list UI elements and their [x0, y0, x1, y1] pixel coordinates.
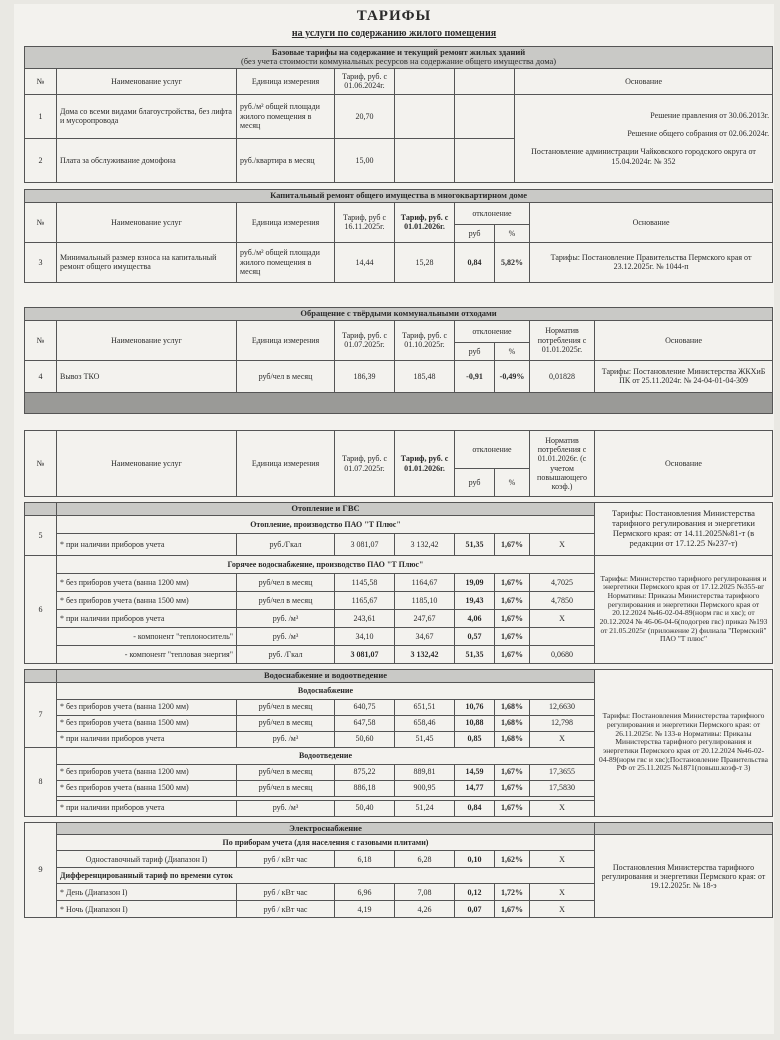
subsection-title: Отопление, производство ПАО "Т Плюс": [57, 515, 595, 533]
tariff-value-1: 4,19: [335, 901, 395, 918]
tariff-value-1: 3 081,07: [335, 645, 395, 663]
col-header-tariff-2: Тариф, руб. с 01.01.2026г.: [395, 202, 455, 242]
service-name: Вывоз ТКО: [57, 360, 237, 392]
tariff-value-2: 658,46: [395, 715, 455, 731]
col-header-name: Наименование услуг: [57, 202, 237, 242]
tariff-value-2: 247,67: [395, 609, 455, 627]
col-header-basis: Основание: [595, 431, 773, 497]
document-page: [14, 4, 774, 1034]
unit: руб./квартира в месяц: [237, 138, 335, 182]
unit: руб/чел в месяц: [237, 764, 335, 780]
unit: руб. /м³: [237, 731, 335, 747]
norm-value: 4,7025: [530, 573, 595, 591]
deviation-rub: 19,09: [455, 573, 495, 591]
row-number: 7: [25, 682, 57, 747]
deviation-pct: 1,67%: [495, 609, 530, 627]
col-header-pct: %: [495, 224, 530, 242]
col-header-no: №: [25, 68, 57, 94]
section-band: Обращение с твёрдыми коммунальными отходами: [25, 308, 773, 321]
tariff-value-2: 3 132,42: [395, 533, 455, 555]
unit: руб/чел в месяц: [237, 360, 335, 392]
col-header-tariff-1: Тариф, руб. с 01.07.2025г.: [335, 320, 395, 360]
deviation-pct: 5,82%: [495, 242, 530, 282]
unit: руб./м² общей площади жилого помещения в месяц: [237, 242, 335, 282]
deviation-pct: 1,67%: [495, 645, 530, 663]
service-name: Плата за обслуживание домофона: [57, 138, 237, 182]
service-name: - компонент "теплоноситель": [57, 627, 237, 645]
service-name: * без приборов учета (ванна 1200 мм): [57, 764, 237, 780]
deviation-pct: 1,67%: [495, 901, 530, 918]
subsection-title: Горячее водоснабжение, производство ПАО "Т Плюс": [57, 555, 595, 573]
unit: руб/чел в месяц: [237, 591, 335, 609]
deviation-rub: -0,91: [455, 360, 495, 392]
unit: руб/чел в месяц: [237, 715, 335, 731]
deviation-rub: 0,84: [455, 800, 495, 816]
section-band: Электроснабжение: [57, 822, 595, 835]
subsection-title: Дифференцированный тариф по времени суток: [57, 868, 595, 884]
deviation-rub: 14,59: [455, 764, 495, 780]
subsection-title: Водоснабжение: [57, 682, 595, 699]
unit: руб. /м³: [237, 800, 335, 816]
deviation-rub: 14,77: [455, 780, 495, 796]
deviation-pct: 1,67%: [495, 591, 530, 609]
tariff-value-2: 651,51: [395, 699, 455, 715]
tariff-value-2: 185,48: [395, 360, 455, 392]
col-header-basis: Основание: [515, 68, 773, 94]
tariff-value-1: 640,75: [335, 699, 395, 715]
col-header-pct: %: [495, 342, 530, 360]
deviation-rub: 0,84: [455, 242, 495, 282]
row-number: 9: [25, 822, 57, 918]
section-band: Базовые тарифы на содержание и текущий ремонт жилых зданий (без учета стоимости коммунальных ресурсов на содержание общего имущества дома): [25, 47, 773, 69]
deviation-pct: 1,67%: [495, 627, 530, 645]
row-number: 5: [25, 515, 57, 555]
tariff-value-1: 886,18: [335, 780, 395, 796]
col-header-norm: Норматив потребления с 01.01.2026г. (с учетом повышающего коэф.): [530, 431, 595, 497]
deviation-rub: 51,35: [455, 533, 495, 555]
service-name: Минимальный размер взноса на капитальный ремонт общего имущества: [57, 242, 237, 282]
norm-value: 12,6630: [530, 699, 595, 715]
col-header-tariff-1: Тариф, руб. с 01.07.2025г.: [335, 431, 395, 497]
row-number: 6: [25, 555, 57, 663]
tariff-value: 20,70: [335, 94, 395, 138]
section-divider: [25, 392, 773, 413]
col-header-basis: Основание: [530, 202, 773, 242]
tariff-value-1: 875,22: [335, 764, 395, 780]
unit: руб./м² общей площади жилого помещения в месяц: [237, 94, 335, 138]
tariff-value-1: 50,40: [335, 800, 395, 816]
tariff-value-2: 6,28: [395, 851, 455, 868]
tariff-value-2: 4,26: [395, 901, 455, 918]
tariff-value-1: 14,44: [335, 242, 395, 282]
norm-value: 0,01828: [530, 360, 595, 392]
tariff-value-1: 3 081,07: [335, 533, 395, 555]
col-header-tariff-2: Тариф, руб. с 01.01.2026г.: [395, 431, 455, 497]
waste-table: [24, 307, 773, 414]
unit: руб. /Гкал: [237, 645, 335, 663]
basis-cell: Тарифы: Постановление Правительства Пермского края от 23.12.2025г. № 1044-п: [530, 242, 773, 282]
basis-cell: Тарифы: Постановления Министерства тарифного регулирования и энергетики Пермского края: от 14.11.2025№81-т (в редакции от 17.12.25 №237-т): [595, 503, 773, 556]
row-number: 8: [25, 747, 57, 816]
unit: руб / кВт час: [237, 901, 335, 918]
deviation-pct: 1,67%: [495, 573, 530, 591]
tariff-value-2: 3 132,42: [395, 645, 455, 663]
col-header-no: №: [25, 431, 57, 497]
deviation-rub: 51,35: [455, 645, 495, 663]
col-header-unit: Единица измерения: [237, 202, 335, 242]
service-name: Одноставочный тариф (Диапазон I): [57, 851, 237, 868]
norm-value: 0,0680: [530, 645, 595, 663]
tariff-value-1: 186,39: [335, 360, 395, 392]
service-name: * при наличии приборов учета: [57, 609, 237, 627]
basis-cell: Тарифы: Постановление Министерства ЖКХиБ ПК от 25.11.2024г. № 24-04-01-04-309: [595, 360, 773, 392]
col-header-basis: Основание: [595, 320, 773, 360]
row-number: 3: [25, 242, 57, 282]
section-band: Капитальный ремонт общего имущества в многоквартирном доме: [25, 190, 773, 203]
deviation-rub: 0,07: [455, 901, 495, 918]
service-name: * без приборов учета (ванна 1200 мм): [57, 699, 237, 715]
col-header-tariff: Тариф, руб. с 01.06.2024г.: [335, 68, 395, 94]
col-header-rub: руб: [455, 469, 495, 497]
service-name: * без приборов учета (ванна 1500 мм): [57, 715, 237, 731]
deviation-rub: 10,88: [455, 715, 495, 731]
col-header-norm: Норматив потребления с 01.01.2025г.: [530, 320, 595, 360]
col-header-tariff-2: Тариф, руб. с 01.10.2025г.: [395, 320, 455, 360]
norm-value: [530, 627, 595, 645]
deviation-rub: 0,85: [455, 731, 495, 747]
col-header-unit: Единица измерения: [237, 320, 335, 360]
unit: руб / кВт час: [237, 884, 335, 901]
basis-cell: Тарифы: Постановления Министерства тарифного регулирования и энергетики Пермского края: от 26.11.2025г. № 133-в Нормативы: Приказы Министерства тарифного регулирования и энергетики Пермского края от 20.12.2024 №46-02-04-89(норм гвс и хвс);Постановление Правительства РФ от 25.11.2025 №1871(повыш.коэф-т 3): [595, 669, 773, 816]
tariff-value-1: 34,10: [335, 627, 395, 645]
tariff-value-2: 51,45: [395, 731, 455, 747]
subsection-title: По приборам учета (для населения с газовыми плитами): [57, 835, 595, 851]
tariff-value-2: 1164,67: [395, 573, 455, 591]
norm-value: X: [530, 884, 595, 901]
tariff-value-2: 51,24: [395, 800, 455, 816]
service-name: * при наличии приборов учета: [57, 731, 237, 747]
deviation-pct: 1,68%: [495, 731, 530, 747]
basic-tariffs-table: [24, 46, 773, 183]
col-header-no: №: [25, 320, 57, 360]
deviation-rub: 19,43: [455, 591, 495, 609]
section-band: Водоснабжение и водоотведение: [57, 669, 595, 682]
col-header-deviation: отклонение: [455, 431, 530, 469]
service-name: * Ночь (Диапазон I): [57, 901, 237, 918]
col-header-name: Наименование услуг: [57, 320, 237, 360]
deviation-pct: 1,68%: [495, 699, 530, 715]
tariff-value-1: 647,58: [335, 715, 395, 731]
deviation-rub: 0,12: [455, 884, 495, 901]
norm-value: 17,3655: [530, 764, 595, 780]
deviation-pct: 1,68%: [495, 715, 530, 731]
unit: руб/чел в месяц: [237, 573, 335, 591]
capital-repair-table: [24, 189, 773, 283]
page-title: ТАРИФЫ: [356, 8, 432, 24]
tariff-value-1: 6,18: [335, 851, 395, 868]
deviation-pct: 1,67%: [495, 800, 530, 816]
unit: руб./Гкал: [237, 533, 335, 555]
col-header-deviation: отклонение: [455, 202, 530, 224]
deviation-pct: 1,67%: [495, 533, 530, 555]
col-header-unit: Единица измерения: [237, 68, 335, 94]
subsection-title: Водоотведение: [57, 747, 595, 764]
unit: руб/чел в месяц: [237, 780, 335, 796]
unit: руб/чел в месяц: [237, 699, 335, 715]
service-name: * без приборов учета (ванна 1500 мм): [57, 780, 237, 796]
tariff-value-2: 15,28: [395, 242, 455, 282]
norm-value: X: [530, 901, 595, 918]
tariff-value-2: 900,95: [395, 780, 455, 796]
row-number: 4: [25, 360, 57, 392]
deviation-pct: -0,49%: [495, 360, 530, 392]
tariff-value-1: 243,61: [335, 609, 395, 627]
col-header-deviation: отклонение: [455, 320, 530, 342]
service-name: Дома со всеми видами благоустройства, без лифта и мусоропровода: [57, 94, 237, 138]
basis-cell: Постановления Министерства тарифного регулирования и энергетики Пермского края: от 19.12.2025г. № 18-э: [595, 835, 773, 918]
service-name: * без приборов учета (ванна 1200 мм): [57, 573, 237, 591]
basis-cell: Тарифы: Министерство тарифного регулирования и энергетики Пермского края от 17.12.2025 №355-вг Нормативы: Приказы Министерства тарифного регулирования и энергетики Пермского края от 20.12.2024 №46-02-04-89(норм гвс и хвс); от 20.12.2024 № 46-06-04-6(подогрев гвс) приказ №193 от 21.05.2025г (приложение 2) филиала "Пермский" ПАО "Т плюс": [595, 555, 773, 663]
service-name: * при наличии приборов учета: [57, 800, 237, 816]
col-header-no: №: [25, 202, 57, 242]
deviation-rub: 10,76: [455, 699, 495, 715]
col-header-unit: Единица измерения: [237, 431, 335, 497]
norm-value: 12,798: [530, 715, 595, 731]
norm-value: 4,7850: [530, 591, 595, 609]
unit: руб. /м³: [237, 609, 335, 627]
tariff-value-2: 1185,10: [395, 591, 455, 609]
tariff-value-1: 1145,58: [335, 573, 395, 591]
col-header-rub: руб: [455, 342, 495, 360]
deviation-rub: 4,06: [455, 609, 495, 627]
tariff-value-1: 6,96: [335, 884, 395, 901]
col-header-rub: руб: [455, 224, 495, 242]
tariff-value: 15,00: [335, 138, 395, 182]
deviation-pct: 1,67%: [495, 764, 530, 780]
tariff-value-2: 7,08: [395, 884, 455, 901]
row-number: 1: [25, 94, 57, 138]
norm-value: X: [530, 800, 595, 816]
col-header-tariff-1: Тариф, руб с 16.11.2025г.: [335, 202, 395, 242]
tariff-value-1: 1165,67: [335, 591, 395, 609]
norm-value: X: [530, 533, 595, 555]
service-name: * без приборов учета (ванна 1500 мм): [57, 591, 237, 609]
utilities-table: [24, 430, 773, 918]
row-number: 2: [25, 138, 57, 182]
deviation-pct: 1,62%: [495, 851, 530, 868]
deviation-pct: 1,67%: [495, 780, 530, 796]
norm-value: X: [530, 851, 595, 868]
col-header-name: Наименование услуг: [57, 68, 237, 94]
deviation-rub: 0,57: [455, 627, 495, 645]
tariff-value-2: 34,67: [395, 627, 455, 645]
page-subtitle: на услуги по содержанию жилого помещения: [291, 28, 497, 39]
col-header-name: Наименование услуг: [57, 431, 237, 497]
norm-value: X: [530, 731, 595, 747]
tariff-value-2: 889,81: [395, 764, 455, 780]
basis-cell: Решение правления от 30.06.2013г. Решение общего собрания от 02.06.2024г. Постановление администрации Чайковского городского округа от 15.04.2024г. № 352: [515, 94, 773, 182]
col-header-pct: %: [495, 469, 530, 497]
unit: руб. /м³: [237, 627, 335, 645]
service-name: * при наличии приборов учета: [57, 533, 237, 555]
unit: руб / кВт час: [237, 851, 335, 868]
section-band: Отопление и ГВС: [57, 503, 595, 516]
deviation-rub: 0,10: [455, 851, 495, 868]
service-name: * День (Диапазон I): [57, 884, 237, 901]
deviation-pct: 1,72%: [495, 884, 530, 901]
service-name: - компонент "тепловая энергия": [57, 645, 237, 663]
norm-value: 17,5830: [530, 780, 595, 796]
tariff-value-1: 50,60: [335, 731, 395, 747]
norm-value: X: [530, 609, 595, 627]
